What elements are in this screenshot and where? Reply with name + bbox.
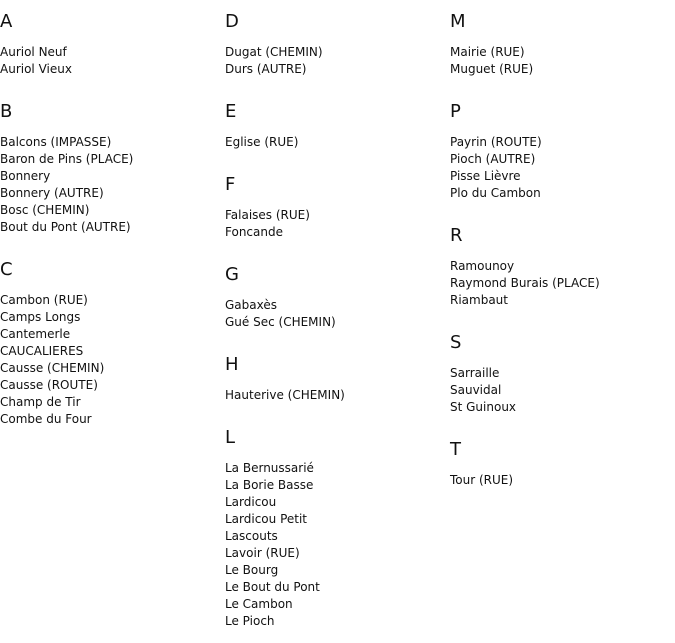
street-link[interactable]: Dugat (CHEMIN) bbox=[225, 45, 323, 59]
index-group-s bbox=[450, 333, 675, 416]
street-link[interactable]: CAUCALIERES bbox=[0, 344, 84, 358]
street-link[interactable]: Camps Longs bbox=[0, 310, 81, 324]
index-group-a bbox=[0, 12, 225, 78]
index-letter-heading: B bbox=[0, 101, 13, 122]
index-letter-heading: R bbox=[450, 225, 463, 246]
street-list bbox=[450, 44, 675, 78]
index-letter-heading: L bbox=[225, 427, 236, 448]
street-link[interactable]: Bout du Pont (AUTRE) bbox=[0, 220, 131, 234]
street-link[interactable]: Muguet (RUE) bbox=[450, 62, 534, 76]
street-link[interactable]: Causse (ROUTE) bbox=[0, 378, 98, 392]
street-link[interactable]: Tour (RUE) bbox=[450, 473, 514, 487]
street-link[interactable]: Sarraille bbox=[450, 366, 500, 380]
index-group-m bbox=[450, 12, 675, 78]
street-link[interactable]: Combe du Four bbox=[0, 412, 92, 426]
street-link[interactable]: Durs (AUTRE) bbox=[225, 62, 307, 76]
index-group-p bbox=[450, 102, 675, 202]
index-letter-heading: P bbox=[450, 101, 461, 122]
street-link[interactable]: Auriol Neuf bbox=[0, 45, 67, 59]
index-letter-heading: H bbox=[225, 354, 239, 375]
street-link[interactable]: Champ de Tir bbox=[0, 395, 81, 409]
index-group-r bbox=[450, 226, 675, 309]
index-letter-heading: M bbox=[450, 11, 466, 32]
street-list bbox=[225, 387, 450, 404]
street-link[interactable]: Payrin (ROUTE) bbox=[450, 135, 542, 149]
index-group-d bbox=[225, 12, 450, 78]
street-link[interactable]: Lascouts bbox=[225, 529, 278, 543]
street-link[interactable]: Le Bout du Pont bbox=[225, 580, 320, 594]
index-group-e bbox=[225, 102, 450, 151]
street-list bbox=[0, 134, 225, 236]
index-letter-heading: T bbox=[450, 439, 461, 460]
column-3 bbox=[450, 0, 675, 489]
street-link[interactable]: Cambon (RUE) bbox=[0, 293, 88, 307]
index-group-t bbox=[450, 440, 675, 489]
street-link[interactable]: Gabaxès bbox=[225, 298, 277, 312]
index-letter-heading: A bbox=[0, 11, 13, 32]
street-list bbox=[225, 134, 450, 151]
street-link[interactable]: Mairie (RUE) bbox=[450, 45, 525, 59]
street-link[interactable]: Lavoir (RUE) bbox=[225, 546, 300, 560]
street-list bbox=[0, 44, 225, 78]
index-group-h bbox=[225, 355, 450, 404]
street-link[interactable]: Causse (CHEMIN) bbox=[0, 361, 105, 375]
street-link[interactable]: La Borie Basse bbox=[225, 478, 314, 492]
index-group-l bbox=[225, 428, 450, 630]
street-link[interactable]: Cantemerle bbox=[0, 327, 71, 341]
street-link[interactable]: La Bernussarié bbox=[225, 461, 314, 475]
street-list bbox=[450, 134, 675, 202]
street-link[interactable]: Raymond Burais (PLACE) bbox=[450, 276, 600, 290]
index-group-b bbox=[0, 102, 225, 236]
street-list bbox=[450, 258, 675, 309]
index-letter-heading: G bbox=[225, 264, 239, 285]
street-list bbox=[450, 472, 675, 489]
index-letter-heading: E bbox=[225, 101, 237, 122]
street-list bbox=[450, 365, 675, 416]
street-link[interactable]: Hauterive (CHEMIN) bbox=[225, 388, 345, 402]
street-link[interactable]: Foncande bbox=[225, 225, 283, 239]
column-1 bbox=[0, 0, 225, 428]
street-link[interactable]: Sauvidal bbox=[450, 383, 502, 397]
index-group-c bbox=[0, 260, 225, 428]
street-link[interactable]: Plo du Cambon bbox=[450, 186, 541, 200]
street-link[interactable]: Le Pioch bbox=[225, 614, 275, 628]
street-link[interactable]: Auriol Vieux bbox=[0, 62, 72, 76]
street-link[interactable]: Baron de Pins (PLACE) bbox=[0, 152, 134, 166]
street-list bbox=[225, 207, 450, 241]
index-letter-heading: D bbox=[225, 11, 239, 32]
street-link[interactable]: Pioch (AUTRE) bbox=[450, 152, 536, 166]
street-link[interactable]: Ramounoy bbox=[450, 259, 515, 273]
street-link[interactable]: St Guinoux bbox=[450, 400, 517, 414]
street-link[interactable]: Riambaut bbox=[450, 293, 508, 307]
street-link[interactable]: Eglise (RUE) bbox=[225, 135, 299, 149]
street-list bbox=[225, 297, 450, 331]
index-group-g bbox=[225, 265, 450, 331]
street-list bbox=[225, 460, 450, 630]
index-letter-heading: C bbox=[0, 259, 13, 280]
street-link[interactable]: Le Bourg bbox=[225, 563, 279, 577]
index-group-f bbox=[225, 175, 450, 241]
street-list bbox=[225, 44, 450, 78]
street-link[interactable]: Falaises (RUE) bbox=[225, 208, 310, 222]
street-link[interactable]: Bonnery (AUTRE) bbox=[0, 186, 104, 200]
street-link[interactable]: Balcons (IMPASSE) bbox=[0, 135, 112, 149]
street-link[interactable]: Lardicou Petit bbox=[225, 512, 308, 526]
street-list bbox=[0, 292, 225, 428]
street-link[interactable]: Bonnery bbox=[0, 169, 51, 183]
street-link[interactable]: Lardicou bbox=[225, 495, 277, 509]
street-link[interactable]: Pisse Lièvre bbox=[450, 169, 521, 183]
index-letter-heading: F bbox=[225, 174, 236, 195]
index-letter-heading: S bbox=[450, 332, 462, 353]
street-link[interactable]: Gué Sec (CHEMIN) bbox=[225, 315, 336, 329]
column-2 bbox=[225, 0, 450, 630]
street-link[interactable]: Le Cambon bbox=[225, 597, 293, 611]
street-link[interactable]: Bosc (CHEMIN) bbox=[0, 203, 90, 217]
